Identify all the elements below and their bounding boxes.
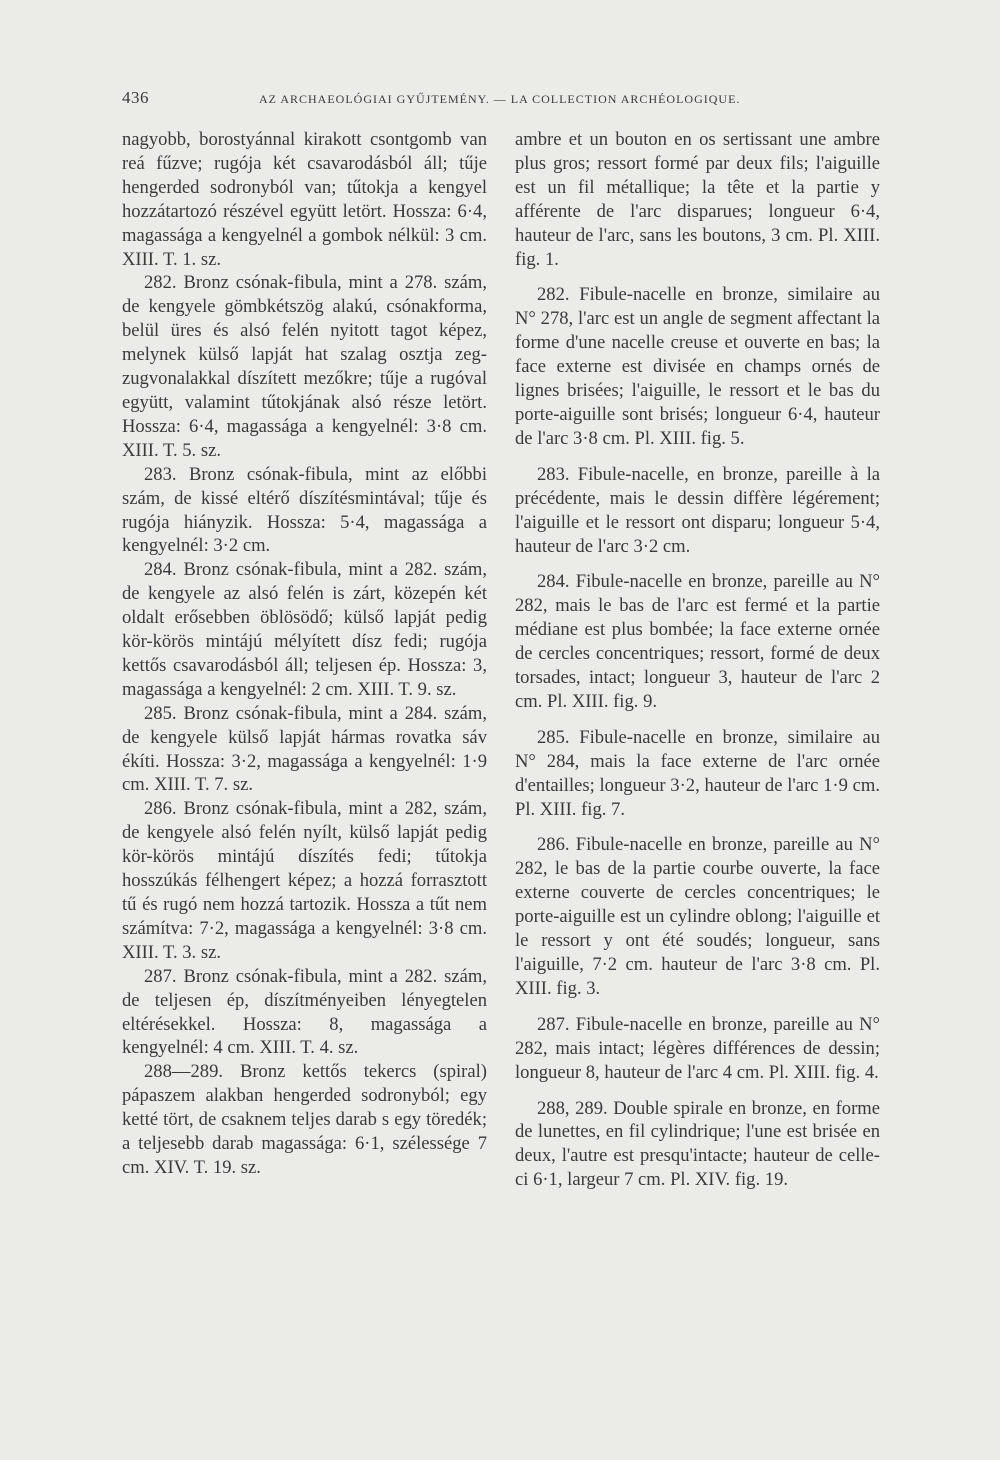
entry-282: 282. Bronz csónak-fibula, mint a 278. szám, de kengyele gömbkétszög alakú, csónakforma, belül üres és alsó felén nyitott tagot képez, melynek külső lapját hat szalag osztja zeg-zugvonalakkal díszített mezőkre; tűje a rugóval együtt, valamint tűtokjának alsó része letört. Hossza: 6·4, magassága a kengyelnél: 3·8 cm. XIII. T. 5. sz. [122,272,487,461]
entry-284: 284. Bronz csónak-fibula, mint a 282. szám, de kengyele az alsó felén is zárt, közepén két oldalt erősebben öblösödő; külső lapját pedig kör-körös mintájú mélyített dísz fedi; rugója kettős csavarodásból áll; teljesen ép. Hossza: 3, magassága a kengyelnél: 2 cm. XIII. T. 9. sz. [122,559,487,700]
entry-285: 285. Fibule-nacelle en bronze, similaire au N° 284, mais la face externe de l'arc ornée d'entailles; longueur 3·2, hauteur de l'arc 1·9 cm. Pl. XIII. fig. 7. [515,726,880,820]
entry-285: 285. Bronz csónak-fibula, mint a 284. szám, de kengyele külső lapját hármas rovatka sáv ékíti. Hossza: 3·2, magassága a kengyelnél: 1·9 cm. XIII. T. 7. sz. [122,702,487,796]
entry-287: 287. Fibule-nacelle en bronze, pareille au N° 282, mais intact; légères différences de dessin; longueur 8, hauteur de l'arc 4 cm. Pl. XIII. fig. 4. [515,1013,880,1083]
entry-286: 286. Fibule-nacelle en bronze, pareille au N° 282, le bas de la partie courbe ouverte, la face externe couverte de cercles concentriques; le porte-aiguille est un cylindre oblong; l'aiguille et le ressort y ont été soudés; longueur, sans l'aiguille, 7·2 cm. hauteur de l'arc 3·8 cm. Pl. XIII. fig. 3. [515,834,880,999]
entry-283: 283. Fibule-nacelle, en bronze, pareille à la précédente, mais le dessin diffère légérement; l'aiguille et le ressort ont disparu; longueur 5·4, hauteur de l'arc 3·2 cm. [515,463,880,557]
entry-287: 287. Bronz csónak-fibula, mint a 282. szám, de teljesen ép, díszítményeiben lényegtelen eltérésekkel. Hossza: 8, magassága a kengyelnél: 4 cm. XIII. T. 4. sz. [122,965,487,1059]
entry-286: 286. Bronz csónak-fibula, mint a 282, szám, de kengyele alsó felén nyílt, külső lapját pedig kör-körös mintájú díszítés fedi; tűtokja hosszúkás félhengert képez; a hozzá forrasztott tű és rugó nem hozzá tartozik. Hossza a tűt nem számítva: 7·2, magassága a kengyelnél: 3·8 cm. XIII. T. 3. sz. [122,798,487,963]
entry-284: 284. Fibule-nacelle en bronze, pareille au N° 282, mais le bas de l'arc est fermé et la partie médiane est plus bombée; la face externe ornée de cercles concentriques; ressort, formé de deux torsades, intact; longueur 3, hauteur de l'arc 2 cm. Pl. XIII. fig. 9. [515,571,880,712]
entry-288-289: 288—289. Bronz kettős tekercs (spiral) pápaszem alakban hengerded sodronyból; egy ketté tört, de csaknem teljes darab s egy töredék; a teljesebb darab magassága: 6·1, szélessége 7 cm. XIV. T. 19. sz. [122,1061,487,1178]
page-header [122,88,882,112]
hungarian-column [122,128,487,1180]
page-number: 436 [122,88,149,107]
french-column [515,128,880,1192]
running-head: AZ ARCHAEOLÓGIAI GYŰJTEMÉNY. — LA COLLECTION ARCHÉOLOGIQUE. [259,92,741,106]
entry-282: 282. Fibule-nacelle en bronze, similaire au N° 278, l'arc est un angle de segment affectant la forme d'une nacelle creuse et ouverte en bas; la face externe est divisée en champs ornés de lignes brisées; l'aiguille, le ressort et le bas du porte-aiguille sont brisés; longueur 6·4, hauteur de l'arc 3·8 cm. Pl. XIII. fig. 5. [515,284,880,449]
entry-283: 283. Bronz csónak-fibula, mint az előbbi szám, de kissé eltérő díszítésmintával; tűje és rugója hiányzik. Hossza: 5·4, magassága a kengyelnél: 3·2 cm. [122,463,487,557]
entry-288-289: 288, 289. Double spirale en bronze, en forme de lunettes, en fil cylindrique; l'une est brisée en deux, l'autre est presqu'intacte; hauteur de celle-ci 6·1, largeur 7 cm. Pl. XIV. fig. 19. [515,1097,880,1191]
entry-continued: ambre et un bouton en os sertissant une ambre plus gros; ressort formé par deux fils; l'aiguille est un fil métallique; la tête et la partie y afférente de l'arc disparues; longueur 6·4, hauteur de l'arc, sans les boutons, 3 cm. Pl. XIII. fig. 1. [515,129,880,270]
entry-continued: nagyobb, borostyánnal kirakott csontgomb van reá fűzve; rugója két csavarodásból áll; tűje hengerded sodronyból van; tűtokja a kengyel hozzátartozó részével együtt letört. Hossza: 6·4, magassága a kengyelnél a gombok nélkül: 3 cm. XIII. T. 1. sz. [122,129,487,270]
